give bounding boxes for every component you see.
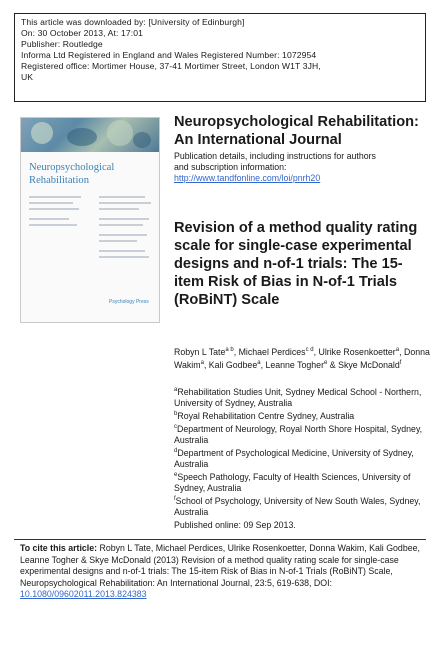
affiliation-text: Department of Psychological Medicine, University of Sydney, Australia [174,448,414,469]
author-separator: , [203,359,209,370]
download-line: Registered office: Mortimer House, 37-41 Mortimer Street, London W1T 3JH, [21,61,321,71]
citation-label: To cite this article: [20,543,98,553]
author-affiliation-marker: a [395,347,400,353]
author-name[interactable]: Ulrike Rosenkoetter [318,347,396,357]
affiliation-key: c [174,424,177,430]
author-affiliation-marker: a [257,359,261,366]
author-separator: , [260,359,264,370]
article-title: Revision of a method quality rating scale for single-case experimental designs and n-of-1 trials: The 15-item Risk of Bias in N-of-1 Trials (RoBiNT) Scale [174,220,418,308]
affiliation [174,448,432,470]
affiliation-key: e [174,472,178,478]
affiliation [174,411,432,422]
publication-details [174,151,429,184]
published-date: Published online: 09 Sep 2013. [174,520,296,530]
author-name[interactable]: Skye McDonald [338,359,400,370]
author-list [174,346,432,371]
download-line: On: 30 October 2013, At: 17:01 [21,28,143,38]
cover-title-line: Neuropsychological [29,162,115,173]
download-line: UK [21,72,34,82]
author-separator: , [399,347,404,357]
affiliation-text: Rehabilitation Studies Unit, Sydney Medical School - Northern, University of Sydney, Australia [174,387,422,408]
affiliation [174,496,432,518]
affiliation-text: Royal Rehabilitation Centre Sydney, Australia [177,411,355,421]
author-affiliation-marker: f [399,359,402,366]
affiliation-key: f [174,496,176,502]
publication-details-line: Publication details, including instructions for authors [174,151,376,161]
affiliation-key: d [174,448,178,454]
author-name[interactable]: Kali Godbee [208,359,258,370]
affiliation-text: Speech Pathology, Faculty of Health Sciences, University of Sydney, Australia [174,472,411,493]
publisher-logo: Psychology Press [109,299,149,305]
cover-title-line: Rehabilitation [29,175,90,186]
author-name[interactable]: Leanne Togher [265,359,325,370]
affiliation-text: Department of Neurology, Royal North Shore Hospital, Sydney, Australia [174,424,423,445]
publication-details-line: and subscription information: [174,162,287,172]
affiliation [174,387,432,409]
journal-title: Neuropsychological Rehabilitation: An International Journal [174,114,419,148]
author-separator: & [327,359,339,370]
affiliations [174,387,432,531]
journal-info [174,113,429,184]
download-info-box [14,13,426,102]
doi-link[interactable]: 10.1080/09602011.2013.824383 [20,589,147,600]
citation-text: Robyn L Tate, Michael Perdices, Ulrike Rosenkoetter, Donna Wakim, Kali Godbee, Leanne Togher & Skye McDonald (2013) Revision of a method quality rating scale for single-case experimental designs and n-of-1 trials: The 15-item Risk of Bias in N-of-1 Trials (RoBiNT) Scale, Neuropsychological Rehabilitation: An International Journal, 23:5, 619-638, DOI: [20,543,420,588]
journal-url-link[interactable]: http://www.tandfonline.com/loi/pnrh20 [174,173,321,183]
author-separator: , [313,347,319,357]
author-affiliation-marker: a [200,359,204,366]
affiliation-key: b [174,411,178,417]
affiliation-key: a [174,387,178,393]
journal-cover-image [20,117,160,323]
affiliation [174,472,432,494]
author-name[interactable]: Michael Perdices [238,347,306,357]
author-separator: , [233,347,239,357]
cover-artwork [21,118,160,152]
citation-divider [14,539,426,540]
affiliation-text: School of Psychology, University of New South Wales, Sydney, Australia [174,496,421,517]
cover-title [29,161,114,187]
download-line: This article was downloaded by: [University of Edinburgh] [21,17,245,27]
author-name[interactable]: Donna Wakim [174,347,430,370]
download-line: Informa Ltd Registered in England and Wales Registered Number: 1072954 [21,50,317,60]
author-name[interactable]: Robyn L Tate [174,347,226,357]
affiliation [174,424,432,446]
author-affiliation-marker: a b [225,347,234,353]
download-line: Publisher: Routledge [21,39,103,49]
author-affiliation-marker: c d [305,347,314,353]
author-affiliation-marker: e [324,359,328,366]
citation-block [20,543,425,601]
